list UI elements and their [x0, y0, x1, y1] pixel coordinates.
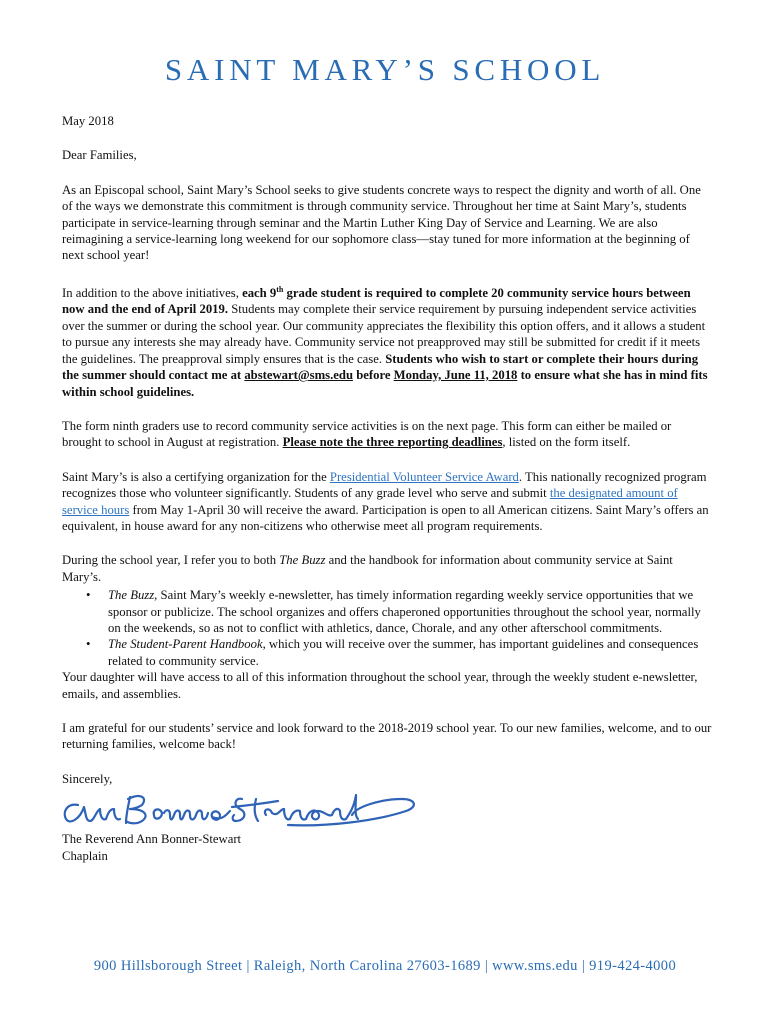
p4-text-a: Saint Mary’s is also a certifying organization for the: [62, 469, 330, 484]
signer-title: Chaplain: [62, 848, 108, 863]
p4-text-b: . This nationally recognized program recognizes those who volunteer significantly. Students of any grade level who serve and submit: [62, 469, 707, 501]
paragraph-resources-intro: [62, 552, 712, 585]
list-item: [108, 636, 712, 669]
paragraph-award: [62, 469, 712, 535]
p4-text-c: from May 1-April 30 will receive the award. Participation is open to all American citizens. Saint Mary’s offers an equivalent, in house award for any non-citizens who otherwise meet all program requirements.: [62, 502, 709, 533]
requirement-part1: each 9: [242, 286, 277, 301]
summer-contact-text: Students who wish to start or complete their hours during the summer should contact me at: [62, 351, 699, 383]
service-hours-link[interactable]: the designated amount of service hours: [62, 486, 678, 517]
paragraph-form: [62, 418, 712, 451]
p2-text-a: In addition to the above initiatives,: [62, 286, 243, 301]
paragraph-requirement: [62, 282, 712, 400]
the-buzz-title: The Buzz: [279, 553, 326, 568]
letter-body: [62, 113, 712, 882]
presidential-award-link[interactable]: Presidential Volunteer Service Award: [329, 469, 519, 484]
p2-text-c: Students may complete their service requirement by pursuing independent service activities over the summer or during the school year. Our community appreciates the flexibility this option offers, and it allows a student to pursue any interests she may already have. Community service not preapproved may still be submitted for credit if it meets the guidelines. The preapproval simply ensures that is the case.: [62, 302, 706, 366]
paragraph-intro: As an Episcopal school, Saint Mary’s School seeks to give students concrete ways to respect the dignity and worth of all. One of the ways we demonstrate this commitment is through community service. Throughout her time at Saint Mary’s, students participate in service-learning through seminar and the Martin Luther King Day of Service and Learning. We are also reimagining a service-learning long weekend for our sophomore class—stay tuned for more information at the beginning of next school year!: [62, 182, 701, 263]
bullet-text: , Saint Mary’s weekly e-newsletter, has timely information regarding weekly service opportunities that we sponsor or publicize. The school organizes and offers chaperoned opportunities throughout the school year, normally on the weekends, so as not to conflict with athletics, dance, Chorale, and any other afterschool commitments.: [108, 588, 701, 635]
school-name-header: SAINT MARY’S SCHOOL: [164, 52, 606, 87]
requirement-part2: grade student is required to complete 20 community service hours between now and the end of April 2019.: [62, 286, 691, 317]
p5-intro-b: and the handbook for information about community service at Saint Mary’s.: [62, 553, 673, 584]
superscript-th: th: [276, 284, 284, 294]
bullet-title: The Buzz: [108, 588, 155, 603]
resources-list: [62, 587, 712, 669]
signer-name: The Reverend Ann Bonner-Stewart: [62, 832, 242, 847]
reporting-deadlines-note: Please note the three reporting deadlines: [282, 435, 503, 450]
letter-date: May 2018: [62, 114, 114, 128]
list-item: [108, 587, 712, 636]
handwritten-signature: [56, 785, 436, 831]
bullet-text: , which you will receive over the summer, has important guidelines and consequences related to community service.: [108, 637, 699, 668]
email-address[interactable]: abstewart@sms.edu: [244, 368, 354, 383]
salutation: Dear Families,: [62, 148, 137, 163]
closing-sincerely: Sincerely,: [62, 771, 113, 786]
deadline-date: Monday, June 11, 2018: [393, 368, 518, 383]
p3-text-b: , listed on the form itself.: [502, 435, 631, 450]
p2-text-f: to ensure what she has in mind fits within school guidelines.: [62, 368, 708, 399]
footer-address: 900 Hillsborough Street | Raleigh, North Carolina 27603-1689 | www.sms.edu | 919-424-4000: [93, 958, 677, 974]
bullet-title: The Student-Parent Handbook: [108, 637, 263, 652]
p2-text-e: before: [353, 368, 394, 383]
paragraph-resources-outro: Your daughter will have access to all of this information throughout the school year, through the weekly student e-newsletter, emails, and assemblies.: [62, 670, 698, 701]
paragraph-closing: I am grateful for our students’ service and look forward to the 2018-2019 school year. To our new families, welcome, and to our returning families, welcome back!: [62, 721, 712, 752]
p5-intro-a: During the school year, I refer you to both: [62, 553, 280, 568]
p3-text-a: The form ninth graders use to record community service activities is on the next page. This form can either be mailed or brought to school in August at registration.: [62, 418, 672, 450]
